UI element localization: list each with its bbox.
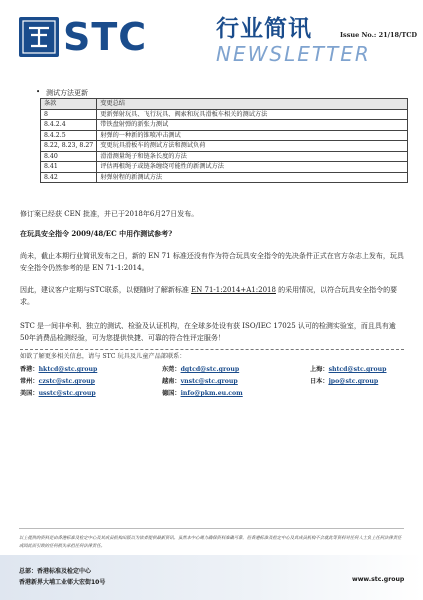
table-row — [41, 151, 408, 162]
issue-number: Issue No.: 21/18/TCD — [340, 31, 418, 39]
summary-cell: 射弹射程的新测试方法 — [97, 172, 408, 183]
table-row — [41, 120, 408, 131]
clause-cell: 8.22, 8.23, 8.27 — [41, 141, 97, 152]
summary-cell: 带铁盘射弹的新张力测试 — [97, 120, 408, 131]
email-link[interactable]: jpo@stc.group — [328, 378, 379, 385]
table-header-row — [41, 99, 408, 110]
clause-cell: 8.4.2.5 — [41, 130, 97, 141]
clause-cell: 8.42 — [41, 172, 97, 183]
newsletter-title-en: NEWSLETTER — [216, 42, 371, 66]
header — [0, 0, 423, 80]
contact-dongguan: 东莞：dgtcd@stc.group — [162, 366, 240, 373]
advice-text: 因此，建议客户定期与STC联系，以便随时了解新标准 — [20, 286, 192, 294]
summary-cell: 射弹的一种新的锥喷冲击测试 — [97, 130, 408, 141]
advice-text-end: 的采用情况，以符合玩具安全指令的要求。 — [20, 286, 398, 306]
email-link[interactable]: hktcd@stc.group — [38, 366, 98, 373]
email-link[interactable]: vnstc@stc.group — [180, 378, 238, 385]
contact-shanghai: 上海：shtcd@stc.group — [310, 366, 387, 373]
email-link[interactable]: czstc@stc.group — [38, 378, 95, 385]
email-link[interactable]: shtcd@stc.group — [328, 366, 387, 373]
table-row — [41, 109, 408, 120]
contact-row — [20, 364, 404, 376]
contact-usa: 美国：usstc@stc.group — [20, 390, 96, 397]
hq-address: 香港新界大埔工业邨大宏街10号 — [19, 579, 106, 586]
summary-cell: 变更玩具滑板车的测试方法和测试负荷 — [97, 141, 408, 152]
website-link[interactable]: www.stc.group — [352, 576, 405, 583]
section-divider — [20, 349, 404, 350]
email-link[interactable]: info@pkm.eu.com — [180, 390, 243, 397]
table-row — [41, 172, 408, 183]
clause-cell: 8.41 — [41, 162, 97, 173]
table-row — [41, 130, 408, 141]
brand-logo-text: STC — [63, 15, 148, 59]
table-row — [41, 162, 408, 173]
status-paragraph: 尚未，截止本期行业简讯发布之日，新的 EN 71 标准还没有作为符合玩具安全指令的先决条件正式在官方杂志上发布，玩具安全指令仍然参考的是 EN 71-1:2014。 — [20, 252, 404, 272]
footer-divider — [19, 528, 404, 529]
contact-hongkong: 香港：hktcd@stc.group — [20, 366, 98, 373]
section-bullet-title: 测试方法更新 — [46, 89, 88, 97]
contact-row — [20, 376, 404, 388]
email-link[interactable]: usstc@stc.group — [38, 390, 96, 397]
column-header: 变更总结 — [97, 99, 408, 110]
contact-japan: 日本：jpo@stc.group — [310, 378, 379, 385]
newsletter-title-cn: 行业简讯 — [216, 16, 312, 42]
advice-paragraph — [20, 284, 404, 308]
contact-grid — [20, 364, 404, 400]
column-header: 条款 — [41, 99, 97, 110]
summary-cell: 评估再根绳子或链条缠绕可能性的新测试方法 — [97, 162, 408, 173]
summary-cell: 滑滑测量绳子和链条长度的方法 — [97, 151, 408, 162]
test-methods-table — [40, 98, 408, 183]
clause-cell: 8 — [41, 109, 97, 120]
table-row — [41, 141, 408, 152]
disclaimer-text: 以上提供的资料是由香港标准及检定中心及其成员机构出版以为读者提供最新资讯。虽然本中心竭力确保资料准确可靠，但香港标准及检定中心及其成员机构不会就此等资料对任何人士负上任何法律责任或因此而引致的任何损失承担任何法律责任。 — [19, 536, 402, 549]
stc-logo-icon — [19, 17, 59, 57]
contact-intro: 如欲了解更多相关信息，请与 STC 玩具及儿童产品部联系： — [20, 353, 186, 360]
clause-cell: 8.4.2.4 — [41, 120, 97, 131]
clause-cell: 8.40 — [41, 151, 97, 162]
contact-changzhou: 常州：czstc@stc.group — [20, 378, 95, 385]
section-heading: 在玩具安全指令 2009/48/EC 中用作测试参考? — [20, 229, 173, 238]
contact-vietnam: 越南：vnstc@stc.group — [162, 378, 238, 385]
about-stc-paragraph: STC 是一间非牟利、独立的测试、检验及认证机构，在全球多处设有获 ISO/IEC 17025 认可的检测实验室，而且具有逾50年消费品检测经验，可为您提供快捷、可靠的符合性评定服务！ — [20, 322, 396, 342]
contact-row — [20, 388, 404, 400]
summary-cell: 更新弹射玩具、飞行玩具、阀索和玩具滑板车相关的测试方法 — [97, 109, 408, 120]
standard-reference: EN 71-1:2014+A1:2018 — [191, 286, 276, 294]
hq-label: 总部：香港标准及检定中心 — [19, 568, 92, 575]
email-link[interactable]: dgtcd@stc.group — [180, 366, 240, 373]
bullet-icon: • — [36, 88, 41, 96]
approval-paragraph: 修订案已经获 CEN 批准，并已于2018年6月27日发布。 — [20, 210, 199, 218]
contact-germany: 德国：info@pkm.eu.com — [162, 390, 243, 397]
